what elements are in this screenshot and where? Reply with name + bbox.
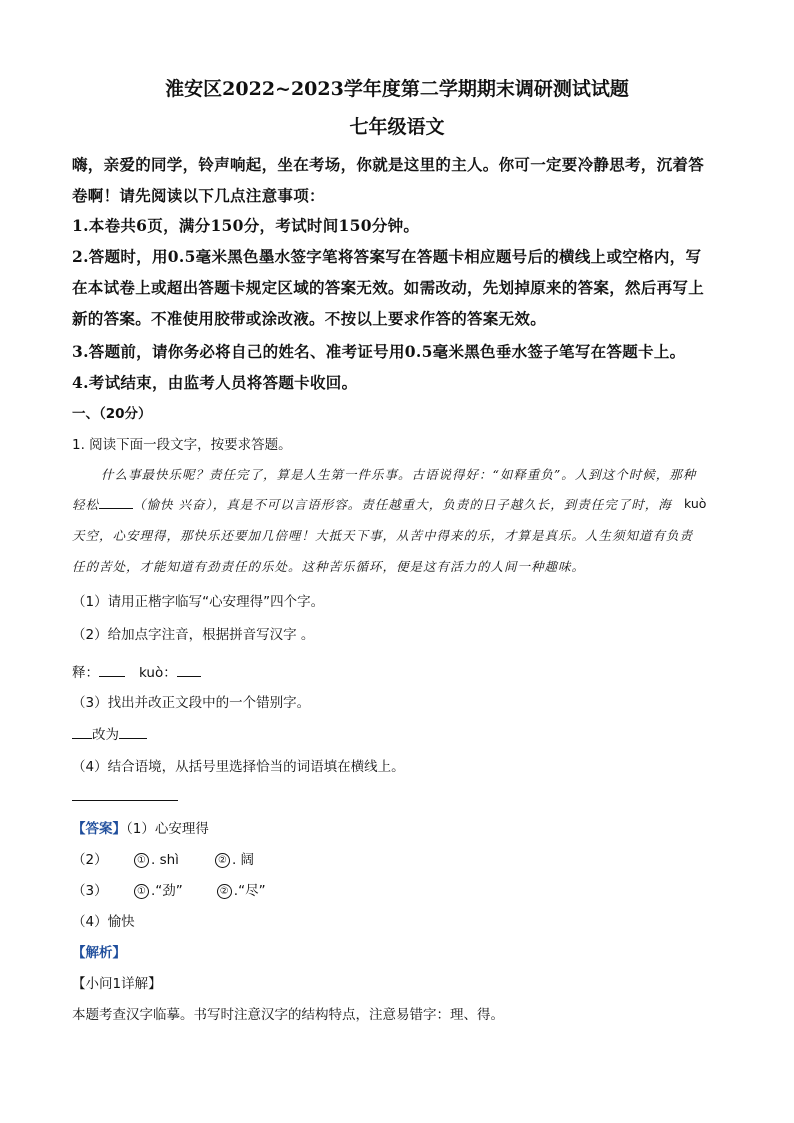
fill-blank: [99, 496, 133, 509]
answer-text: . shì: [151, 852, 179, 868]
answer-label: 释：: [72, 665, 99, 681]
divider-rule: [72, 800, 178, 801]
answer-text: （3）: [72, 883, 108, 899]
notice-item-3: 3.答题前，请你务必将自己的姓名、准考证号用0.5毫米黑色垂水签子笔写在答题卡上。: [72, 342, 686, 361]
passage-line-1: 什么事最快乐呢？责任完了，算是人生第一件乐事。古语说得好：“如释重负”。人到这个时候，那种: [101, 467, 697, 482]
page-title: 淮安区2022~2023学年度第二学期期末调研测试试题: [165, 78, 629, 100]
intro-line-1: 嗨，亲爱的同学，铃声响起，坐在考场，你就是这里的主人。你可一定要冷静思考，沉着答: [72, 155, 705, 174]
answer-label: kuò：: [139, 665, 177, 681]
answer-text: .“劲”: [151, 883, 183, 899]
answer-text: . 阔: [231, 852, 255, 868]
answer-tag: 【答案】: [72, 821, 126, 837]
answer-line-2: [72, 848, 108, 868]
answer-line-3: [72, 879, 108, 899]
passage-line-3: 天空，心安理得，那快乐还要加几倍哩！大抵天下事，从苦中得来的乐，才算是真乐。人生须知道有负责: [72, 528, 694, 543]
answer-text: （2）: [72, 852, 108, 868]
sub-question-3-answer: [72, 723, 147, 743]
notice-item-2-line-2: 在本试卷上或超出答题卡规定区域的答案无效。如需改动，先划掉原来的答案，然后再写上: [72, 278, 705, 297]
answer-line-1: [72, 817, 209, 837]
circled-number: ②: [215, 853, 230, 868]
notice-item-2-line-1: 2.答题时，用0.5毫米黑色墨水签字笔将答案写在答题卡相应题号后的横线上或空格内，写: [72, 247, 702, 266]
notice-item-1: 1.本卷共6页，满分150分，考试时间150分钟。: [72, 216, 420, 235]
answer-blank[interactable]: [99, 664, 125, 677]
answer-blank[interactable]: [119, 726, 147, 739]
analysis-subheading: 【小问1详解】: [72, 976, 162, 992]
answer-text: .“尽”: [233, 883, 266, 899]
answer-line-2-values: [134, 848, 254, 868]
intro-line-2: 卷啊！请先阅读以下几点注意事项：: [72, 186, 325, 205]
analysis-tag: 【解析】: [72, 945, 126, 961]
analysis-text: 本题考查汉字临摹。书写时注意汉字的结构特点，注意易错字：理、得。: [72, 1007, 504, 1023]
section-heading: 一、（20分）: [72, 406, 152, 422]
notice-item-2-line-3: 新的答案。不准使用胶带或涂改液。不按以上要求作答的答案无效。: [72, 309, 547, 328]
sub-question-4: （4）结合语境，从括号里选择恰当的词语填在横线上。: [72, 759, 405, 775]
passage-line-2: [72, 495, 672, 513]
answer-blank[interactable]: [72, 726, 92, 739]
answer-blank[interactable]: [177, 664, 201, 677]
sub-question-2: （2）给加点字注音，根据拼音写汉字 。: [72, 627, 315, 643]
page-subtitle: 七年级语文: [349, 116, 445, 138]
answer-label: 改为: [92, 727, 119, 743]
pinyin-kuo: kuò: [684, 496, 707, 511]
circled-number: ①: [134, 884, 149, 899]
answer-line-3-values: [134, 879, 266, 899]
passage-text: 轻松: [72, 497, 100, 512]
question-stem: 1. 阅读下面一段文字，按要求答题。: [72, 437, 292, 453]
answer-line-4: （4）愉快: [72, 914, 135, 930]
circled-number: ②: [217, 884, 232, 899]
circled-number: ①: [134, 853, 149, 868]
notice-item-4: 4.考试结束，由监考人员将答题卡收回。: [72, 373, 358, 392]
passage-text: （愉快 兴奋），真是不可以言语形容。责任越重大，负责的日子越久长，到责任完了时，海: [133, 497, 672, 512]
answer-text: （1）心安理得: [126, 821, 209, 837]
sub-question-2-answers: [72, 661, 201, 681]
sub-question-3: （3）找出并改正文段中的一个错别字。: [72, 695, 311, 711]
sub-question-1: （1）请用正楷字临写“心安理得”四个字。: [72, 594, 325, 610]
passage-line-4: 任的苦处，才能知道有劲责任的乐处。这种苦乐循环，便是这有活力的人间一种趣味。: [72, 559, 586, 574]
